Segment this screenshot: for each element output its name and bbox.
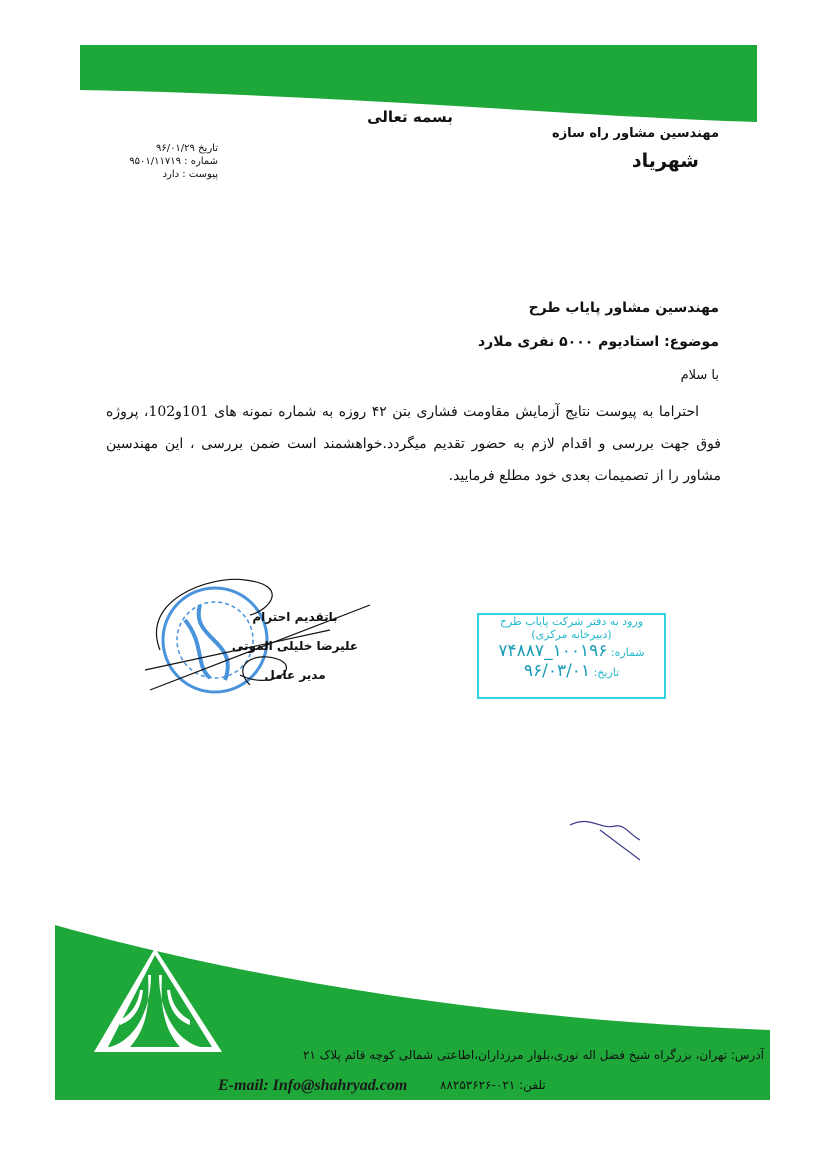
stamp-line1: ورود به دفتر شرکت پایاب طرح: [499, 615, 644, 628]
bismillah-heading: بسمه تعالی: [367, 108, 453, 126]
signer-title: مدیر عامل: [264, 668, 326, 682]
letter-attachment: پیوست : دارد: [162, 169, 218, 180]
closing: باتقدیم احترام: [252, 610, 338, 624]
footer-email: E-mail: Info@shahryad.com: [218, 1077, 408, 1094]
signer-name: علیرضا خلیلی الموتی: [231, 639, 359, 653]
stamp-number-label: شماره:: [610, 646, 645, 659]
stamp-number: ۱۰۰۱۹۶_۷۴۸۸۷: [498, 641, 608, 661]
footer-address: آدرس: تهران، بزرگراه شیخ فضل اله نوری،بلوار مرزداران،اطاعتی شمالی کوچه قائم پلاک ۲۱: [302, 1048, 764, 1062]
subject: موضوع: استادیوم ۵۰۰۰ نفری ملارد: [477, 334, 719, 350]
stamp-line2: (دبیرخانه مرکزی): [531, 628, 612, 641]
greeting: با سلام: [680, 368, 719, 383]
company-name-line2: شهریاد: [631, 150, 699, 172]
stamp-date-label: تاریخ:: [593, 666, 620, 679]
signature-block: [225, 603, 365, 690]
handwritten-initial: [570, 821, 640, 860]
footer-phone: تلفن: ۰۲۱-۸۸۲۵۳۶۲۶: [440, 1078, 546, 1092]
company-name-line1: مهندسین مشاور راه سازه: [552, 126, 719, 141]
received-stamp: [477, 613, 666, 699]
recipient: مهندسین مشاور پایاب طرح: [528, 300, 719, 316]
letter-meta: [88, 142, 218, 181]
letter-date: تاریخ ۹۶/۰۱/۲۹: [155, 143, 218, 154]
stamp-date: ۹۶/۰۳/۰۱: [523, 661, 591, 681]
letter-number: شماره : ۹۵۰۱/۱۱۷۱۹: [129, 156, 218, 167]
letter-body: احتراما به پیوست نتایج آزمایش مقاومت فشاری بتن ۴۲ روزه به شماره نمونه های 101و102، پروژه فوق جهت بررسی و اقدام لازم به حضور تقدیم میگردد.خواهشمند است ضمن بررسی ، این مهندسین مشاور را از تصمیمات بعدی خود مطلع فرمایید.: [106, 404, 721, 484]
